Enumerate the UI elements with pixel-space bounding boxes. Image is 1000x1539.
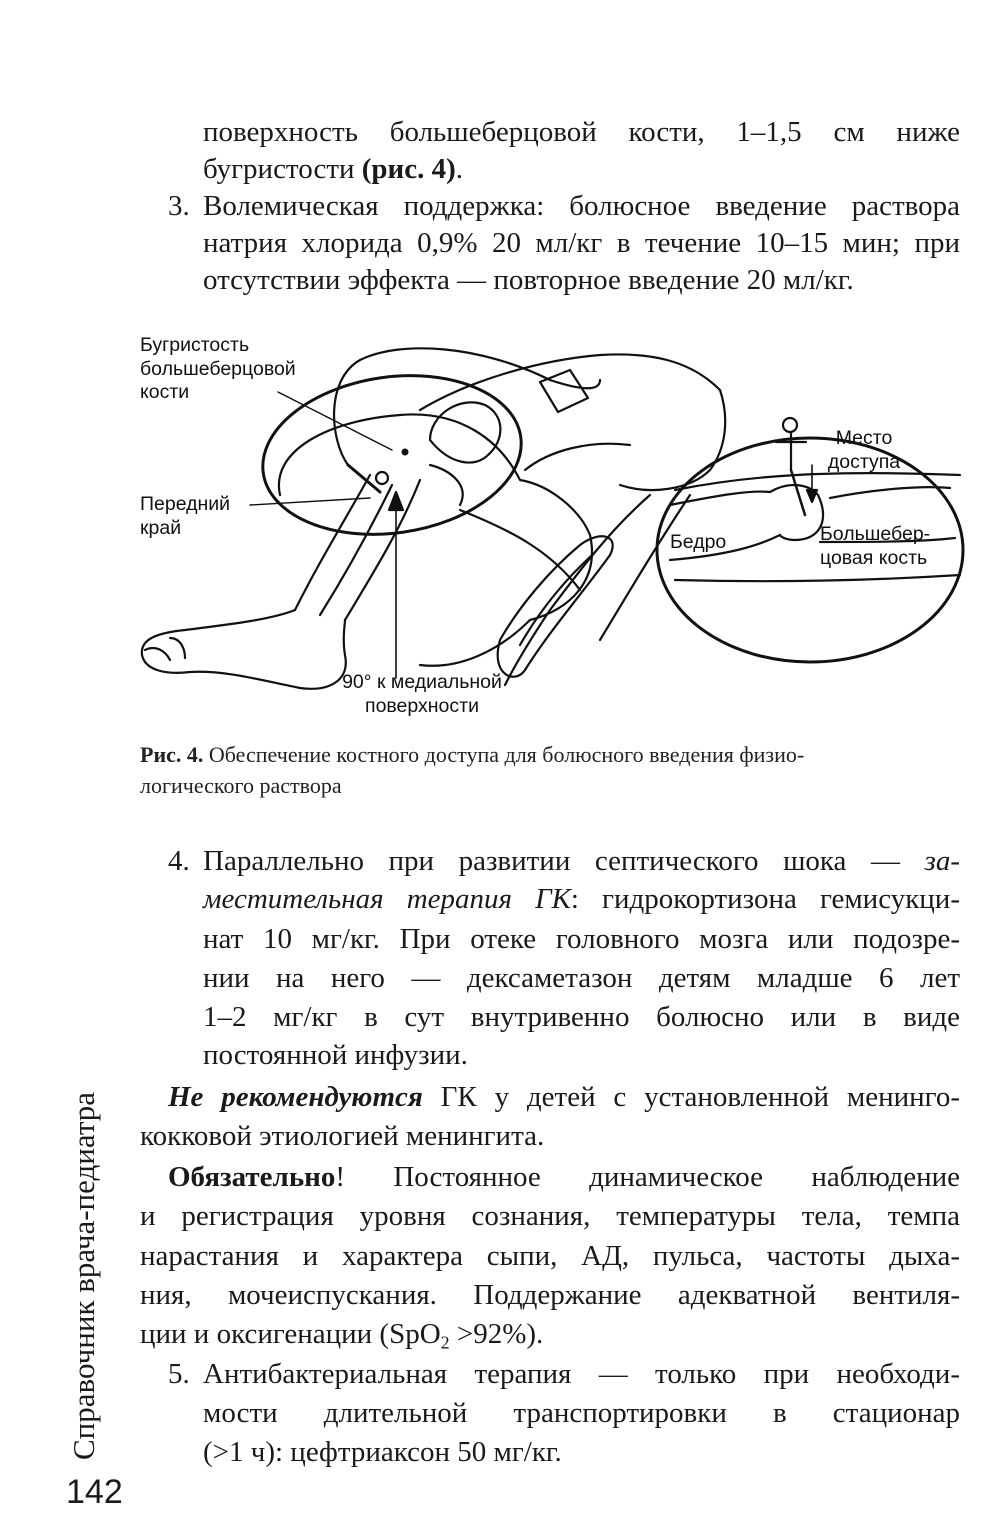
item4-line1-text: Параллельно при развитии септического шока — — [203, 845, 925, 877]
item4-line5: 1–2 мг/кг в сут внутривенно болюсно или в виде — [203, 1001, 960, 1033]
caption-label: Рис. 4. — [140, 742, 204, 767]
label-anterior-edge-l2: край — [140, 516, 182, 539]
item5-line3: (>1 ч): цефтриаксон 50 мг/кг. — [203, 1436, 562, 1468]
mandatory-line4: ния, мочеиспускания. Поддержание адекватной вентиля- — [140, 1279, 960, 1311]
item4-line1-ital: за- — [924, 845, 960, 877]
label-access-site-l2: доступа — [827, 450, 901, 473]
mandatory-line5 — [140, 1316, 960, 1362]
mandatory-line3: нарастания и характера сыпи, АД, пульса, частоты дыха- — [140, 1240, 960, 1272]
tape-strip — [540, 370, 588, 412]
label-femur: Бедро — [670, 531, 727, 553]
inset-access-arrowhead — [807, 490, 817, 502]
mandatory-line5-sub: 2 — [440, 1332, 450, 1353]
label-anterior-edge — [140, 493, 230, 540]
mandatory-line1-text: ! Постоянное динамическое наблюдение — [335, 1161, 960, 1193]
item5-number: 5. — [168, 1358, 190, 1390]
other-leg-back — [600, 495, 690, 640]
inset-tibia-upper — [830, 487, 950, 498]
foot-outline — [142, 610, 346, 689]
angle-pointer-arrowhead — [389, 492, 403, 510]
label-tuberosity-l3: кости — [140, 381, 190, 403]
item3-line3: отсутствии эффекта — повторное введение 20 мл/кг. — [203, 264, 854, 296]
running-title: Справочник врача-педиатра — [66, 1091, 101, 1460]
label-tuberosity-l1: Бугристость — [140, 334, 250, 356]
label-access-site — [822, 427, 906, 474]
notrec-line1-text: ГК у детей с установленной менинго- — [422, 1081, 960, 1113]
item2-line1: поверхность большеберцовой кости, 1–1,5 см ниже — [203, 116, 960, 148]
mandatory-line2: и регистрация уровня сознания, температуры тела, темпа — [140, 1200, 960, 1232]
item2-line2-end: . — [455, 153, 464, 185]
item4-line6: постоянной инфузии. — [203, 1039, 468, 1071]
item3-number: 3. — [168, 190, 190, 222]
label-anterior-edge-l1: Передний — [140, 493, 231, 515]
caption-line1: Обеспечение костного доступа для болюсного введения физио- — [203, 742, 805, 767]
inset-femur-upper — [670, 492, 770, 505]
item3-line2: натрия хлорида 0,9% 20 мл/кг в течение 10–15 мин; при — [203, 227, 960, 259]
mandatory-line1 — [168, 1159, 960, 1197]
label-angle-l2: поверхности — [365, 694, 479, 717]
cushion — [498, 536, 613, 676]
pillow-shape — [279, 414, 592, 665]
toes — [145, 638, 185, 660]
figure-caption — [140, 739, 960, 801]
label-tuberosity-l2: большеберцовой — [140, 357, 296, 380]
notrec-lead: Не рекомендуются — [168, 1081, 423, 1113]
tuberosity-dot — [402, 449, 409, 456]
label-access-site-l1: Место — [835, 427, 893, 449]
needle-hub — [376, 472, 388, 484]
mandatory-line5-a: ции и оксигенации (SpO — [140, 1318, 441, 1350]
inset-syringe-top — [783, 418, 797, 432]
mandatory-lead: Обязательно — [168, 1161, 336, 1193]
label-angle-l1: 90° к медиальной — [342, 671, 502, 693]
other-leg — [505, 495, 650, 685]
notrec-line1 — [168, 1079, 960, 1117]
label-tuberosity — [140, 334, 296, 405]
needle-tube — [334, 348, 600, 465]
item2-line2-text: бугристости — [203, 153, 362, 185]
item4-line4: нии на него — дексаметазон детям младше 6 лет — [203, 962, 960, 994]
knee-crease — [430, 465, 463, 505]
inset-needle — [791, 470, 805, 515]
shin-ridge — [320, 485, 392, 615]
item4-line2-text: : гидрокортизона гемисукци- — [570, 883, 960, 915]
thigh-lower-outline — [525, 444, 630, 470]
label-tibia — [820, 523, 930, 570]
item2-line2 — [203, 151, 960, 189]
anterior-edge-leader — [250, 498, 370, 505]
caption-line2: логического раствора — [140, 773, 342, 798]
item3-line1: Волемическая поддержка: болюсное введение раствора — [203, 190, 960, 222]
label-tibia-l1: Большебер- — [820, 523, 931, 545]
mandatory-line5-b: >92%). — [449, 1318, 544, 1350]
item4-line2 — [203, 881, 960, 919]
item4-number: 4. — [168, 845, 190, 877]
notrec-line2: кокковой этиологией менингита. — [140, 1120, 545, 1152]
knee-cap — [430, 402, 500, 462]
item4-line3: нат 10 мг/кг. При отеке головного мозга или подозре- — [203, 923, 960, 955]
item4-line1 — [203, 843, 960, 881]
inset-skin-bottom — [675, 575, 960, 581]
blanket-fold — [460, 510, 580, 590]
label-angle — [330, 671, 514, 718]
label-tibia-l2: цовая кость — [820, 546, 928, 569]
item5-line1: Антибактериальная терапия — только при необходи- — [203, 1358, 960, 1390]
figure-reference: (рис. 4) — [361, 153, 456, 185]
item4-line2-ital: местительная терапия ГК — [203, 883, 571, 915]
item5-line2: мости длительной транспортировки в стационар — [203, 1397, 960, 1429]
page-number: 142 — [66, 1473, 123, 1511]
shin-front — [295, 475, 370, 610]
